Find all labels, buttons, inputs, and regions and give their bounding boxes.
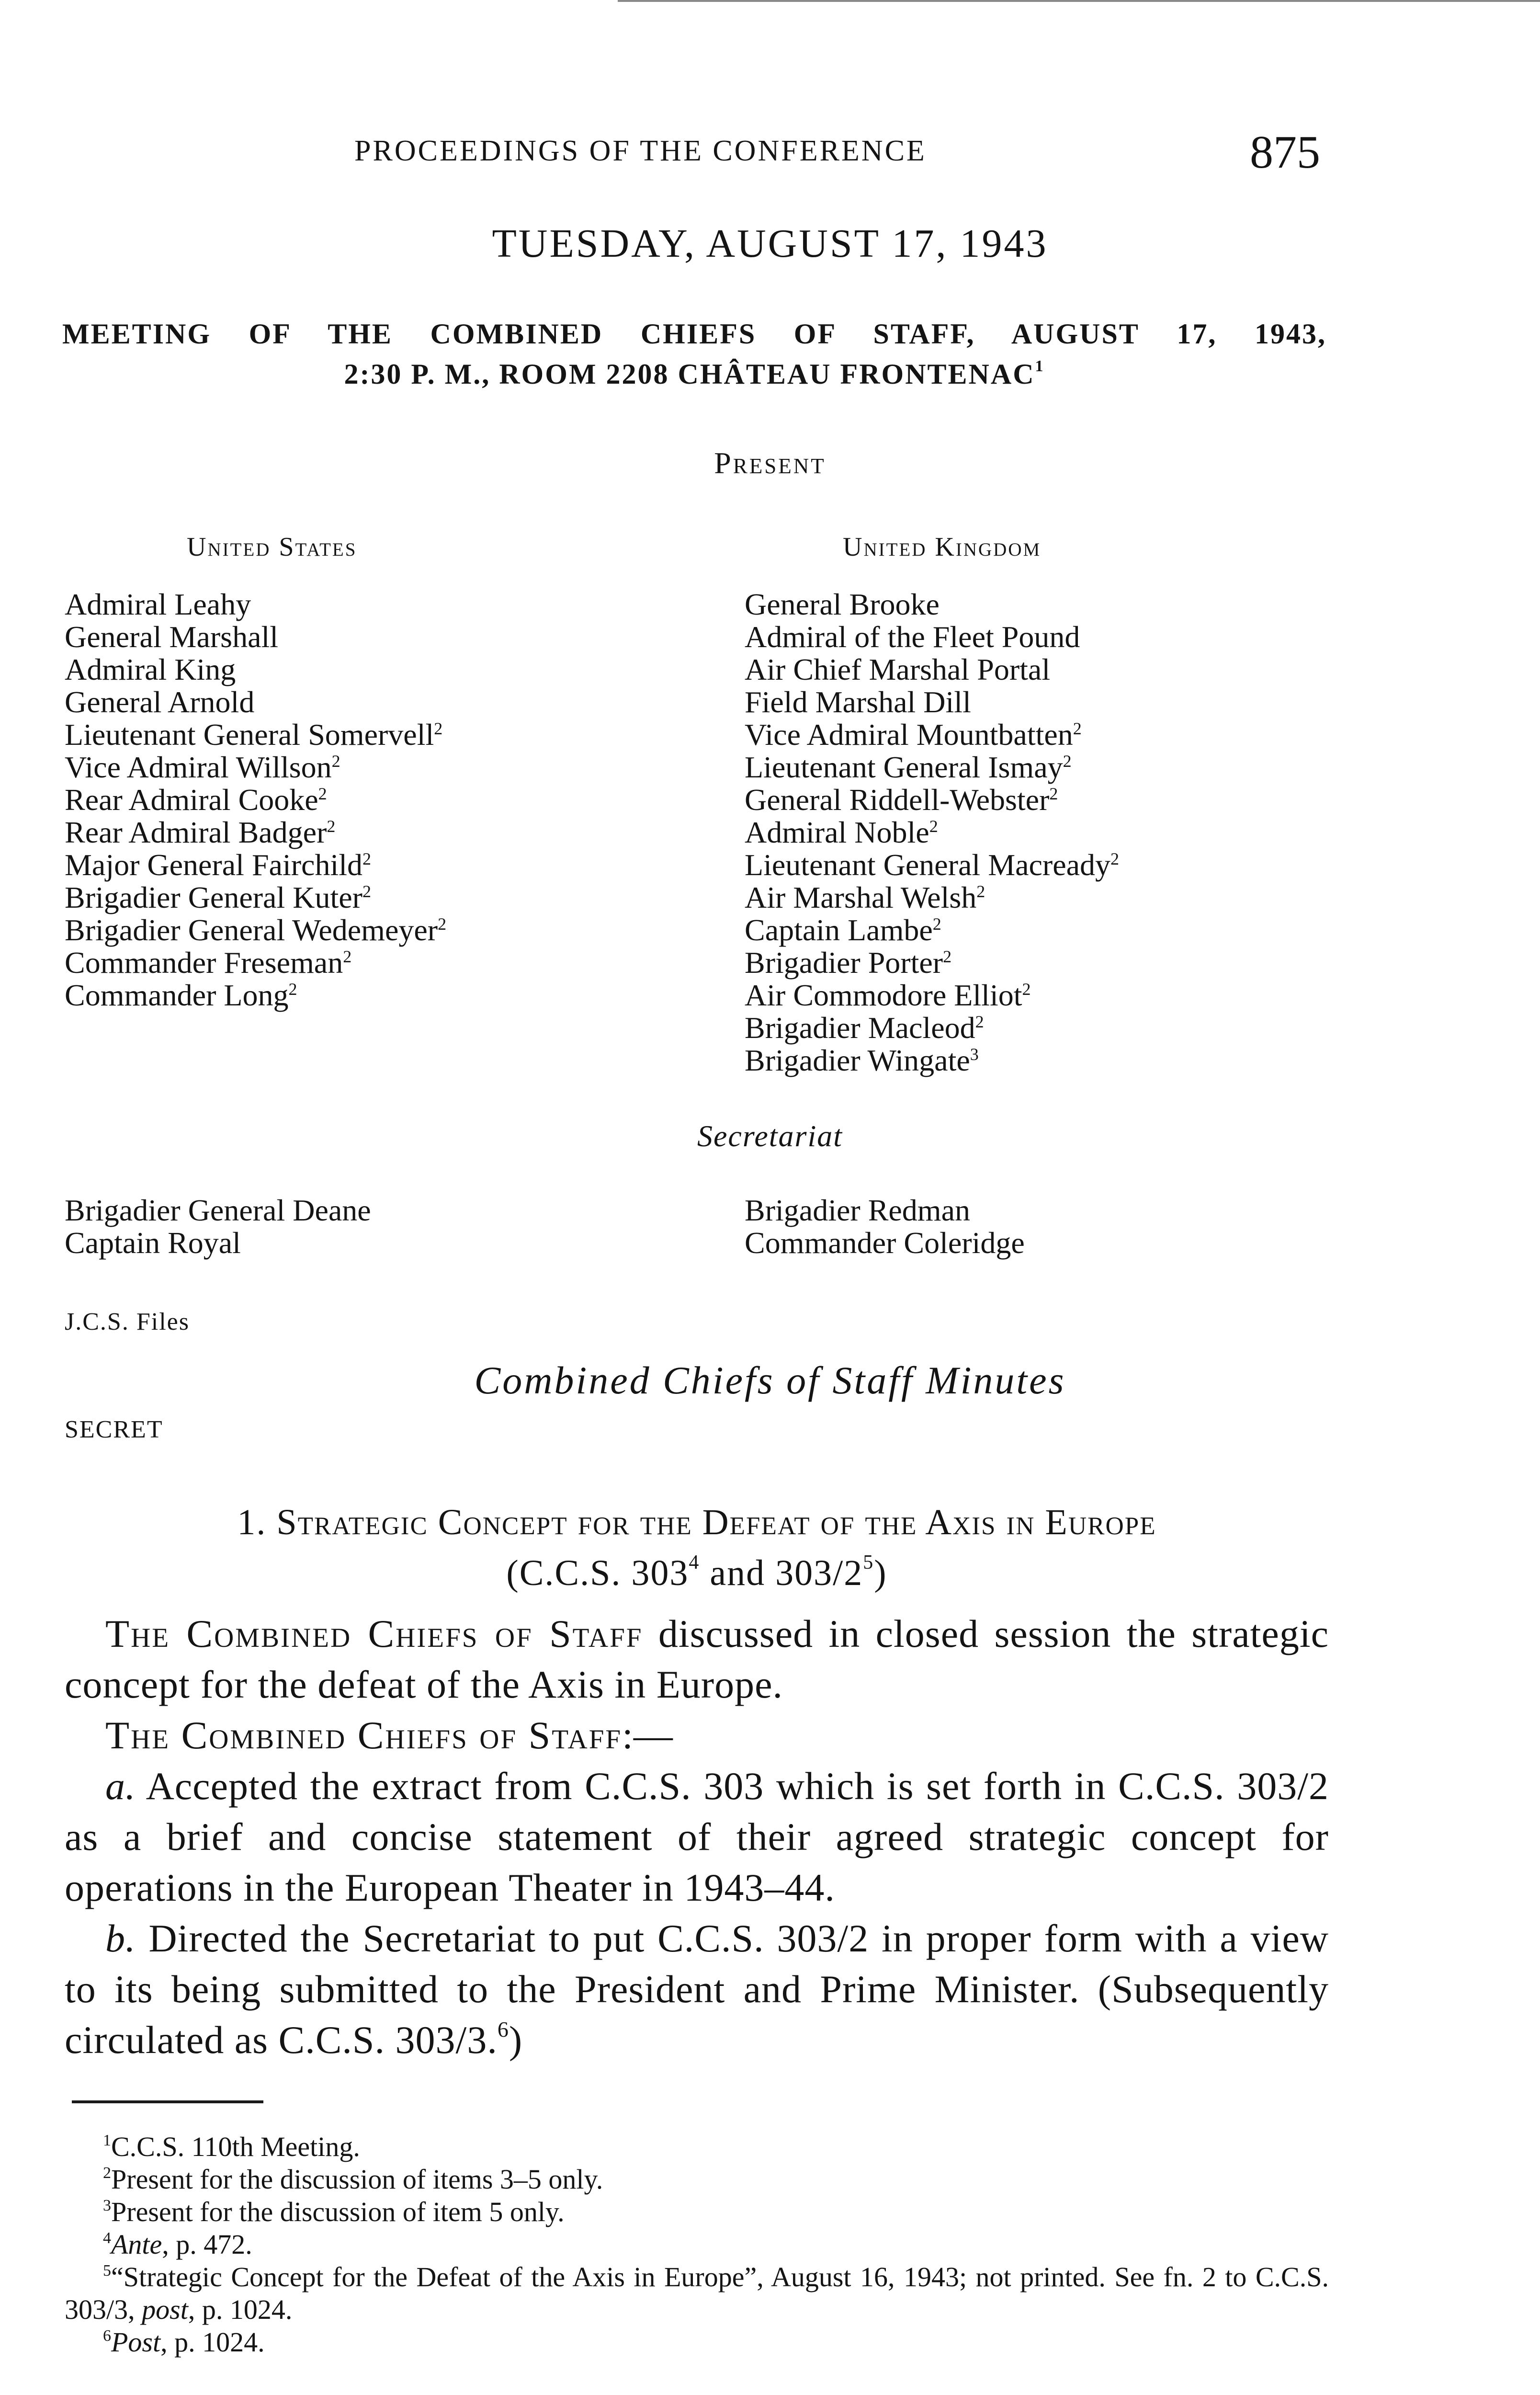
attendee: Air Commodore Elliot$^2$ xyxy=(745,978,1031,1012)
item-1-title-line1: 1. Strategic Concept for the Defeat of the Axis in Europe xyxy=(237,1502,1156,1542)
footnote-2: $^2$Present for the discussion of items 3–5 only. xyxy=(103,2164,603,2195)
secretariat-heading: Secretariat xyxy=(697,1119,843,1153)
attendee: Captain Lambe$^2$ xyxy=(745,913,941,947)
footnote-3: $^3$Present for the discussion of item 5 only. xyxy=(103,2196,565,2227)
united-kingdom-attendees xyxy=(745,588,1119,1077)
united-kingdom-heading: United Kingdom xyxy=(843,532,1042,562)
secretariat-member: Commander Coleridge xyxy=(745,1226,1025,1260)
footnote-1: $^1$C.C.S. 110th Meeting. xyxy=(103,2131,360,2162)
top-border-rule xyxy=(618,0,1540,2)
date-heading: TUESDAY, AUGUST 17, 1943 xyxy=(492,221,1048,266)
attendee: Field Marshal Dill xyxy=(745,685,971,719)
footnote-5: $^5$“Strategic Concept for the Defeat of the Axis in Europe”, August 16, 1943; not printed. See fn. 2 to C.C.S. 303/3, post, p. 1024. xyxy=(65,2261,1329,2325)
attendee: General Brooke xyxy=(745,587,940,621)
attendee: Lieutenant General Macready$^2$ xyxy=(745,848,1120,882)
attendee: Admiral of the Fleet Pound xyxy=(745,620,1080,654)
classification-label: SECRET xyxy=(65,1416,163,1443)
united-states-attendees xyxy=(65,588,446,1012)
meeting-heading-line2-text: 2:30 P. M., ROOM 2208 CHÂTEAU FRONTENAC xyxy=(344,358,1035,390)
attendee: General Marshall xyxy=(65,620,279,654)
present-heading: Present xyxy=(714,446,826,480)
meeting-heading-line2 xyxy=(62,354,1326,394)
footnote-ref: 1 xyxy=(1035,357,1045,375)
attendee: Lieutenant General Somervell$^2$ xyxy=(65,718,443,752)
united-states-heading: United States xyxy=(187,532,357,562)
footnote-rule xyxy=(72,2100,263,2103)
attendee: Commander Freseman$^2$ xyxy=(65,946,352,980)
attendee: Air Marshal Welsh$^2$ xyxy=(745,880,985,914)
attendee: Admiral Noble$^2$ xyxy=(745,815,938,849)
attendee: Vice Admiral Willson$^2$ xyxy=(65,750,340,784)
paragraph-a: a. Accepted the extract from C.C.S. 303 which is set forth in C.C.S. 303/2 as a brief and concise statement of their agreed strategic concept for operations in the European Theater in 1943–44. xyxy=(65,1764,1329,1909)
secretariat-united-kingdom xyxy=(745,1194,1025,1259)
item-1-title xyxy=(65,1497,1329,1598)
attendee: General Arnold xyxy=(65,685,255,719)
attendee: General Riddell-Webster$^2$ xyxy=(745,783,1058,817)
paragraph-2: The Combined Chiefs of Staff:— xyxy=(105,1713,673,1757)
attendee: Brigadier Porter$^2$ xyxy=(745,946,952,980)
attendee: Rear Admiral Badger$^2$ xyxy=(65,815,336,849)
attendee: Brigadier General Kuter$^2$ xyxy=(65,880,371,914)
attendee: Admiral Leahy xyxy=(65,587,251,621)
paragraph-b: b. Directed the Secretariat to put C.C.S. 303/2 in proper form with a view to its being submitted to the President and Prime Minister. (Subsequently circulated as C.C.S. 303/3.$^6$) xyxy=(65,1916,1329,2062)
attendee: Air Chief Marshal Portal xyxy=(745,652,1051,686)
attendee: Commander Long$^2$ xyxy=(65,978,297,1012)
attendee: Rear Admiral Cooke$^2$ xyxy=(65,783,327,817)
secretariat-united-states xyxy=(65,1194,371,1259)
files-label: J.C.S. Files xyxy=(65,1308,190,1335)
meeting-heading xyxy=(62,314,1326,394)
minutes-title: Combined Chiefs of Staff Minutes xyxy=(474,1358,1066,1402)
running-head: PROCEEDINGS OF THE CONFERENCE xyxy=(354,135,927,167)
attendee: Major General Fairchild$^2$ xyxy=(65,848,371,882)
attendee: Lieutenant General Ismay$^2$ xyxy=(745,750,1072,784)
item-1-title-line2: (C.C.S. $303^4$ and $303/2^5$) xyxy=(506,1551,887,1593)
page-number: 875 xyxy=(1250,126,1320,178)
footnotes xyxy=(65,2131,1329,2359)
secretariat-member: Brigadier Redman xyxy=(745,1193,970,1227)
footnote-4: $^4$Ante, p. 472. xyxy=(103,2229,252,2260)
secretariat-member: Brigadier General Deane xyxy=(65,1193,371,1227)
footnote-6: $^6$Post, p. 1024. xyxy=(103,2327,265,2358)
meeting-heading-line1: MEETING OF THE COMBINED CHIEFS OF STAFF, AUGUST 17, 1943, xyxy=(62,318,1326,350)
attendee: Brigadier Wingate$^3$ xyxy=(745,1043,979,1077)
attendee: Admiral King xyxy=(65,652,236,686)
paragraph-1: The Combined Chiefs of Staff discussed in closed session the strategic concept for the defeat of the Axis in Europe. xyxy=(65,1612,1329,1706)
attendee: Vice Admiral Mountbatten$^2$ xyxy=(745,718,1082,752)
attendee: Brigadier Macleod$^2$ xyxy=(745,1011,984,1045)
secretariat-member: Captain Royal xyxy=(65,1226,241,1260)
attendee: Brigadier General Wedemeyer$^2$ xyxy=(65,913,447,947)
